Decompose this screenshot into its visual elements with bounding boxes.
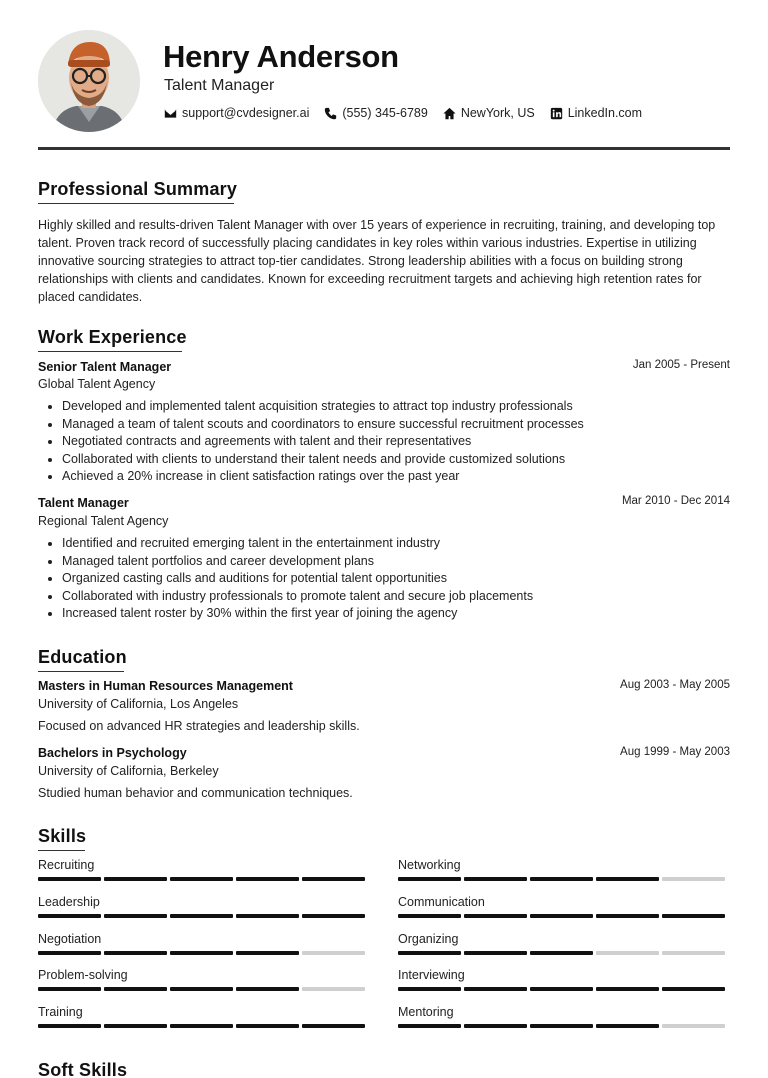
skill-level-segment [38, 1024, 101, 1028]
contact-row [164, 106, 657, 120]
job-dates: Mar 2010 - Dec 2014 [621, 495, 730, 507]
degree-title: Masters in Human Resources Management [38, 679, 293, 693]
header-divider [38, 147, 730, 150]
skill-level-segment [104, 877, 167, 881]
skill-name: Networking [398, 858, 461, 872]
list-item: Organized casting calls and auditions for potential talent opportunities [62, 570, 722, 588]
soft-skills-heading-text: Soft Skills [38, 1060, 128, 1078]
skill-level-segment [170, 951, 233, 955]
candidate-name: Henry Anderson [163, 39, 399, 74]
skill-name: Training [38, 1005, 83, 1020]
summary-text: Highly skilled and results-driven Talent Manager with over 15 years of experience in recruiting, training, and developing top talent. Proven track record of successfully placing candidates in key roles within various industries. Expertise in utilizing innovative sourcing strategies to attract top-tier candidates. Strong leadership abilities with a focus on building strong relationships with clients and candidates. Known for exceeding recruitment targets and achieving high retention rates for placed candidates. [38, 218, 716, 304]
contact-location [443, 106, 535, 120]
heading-underline [38, 671, 124, 672]
skill-level-segment [170, 877, 233, 881]
skill-level-segment [398, 877, 461, 881]
skill-level-bar [38, 1024, 369, 1028]
skill-level-segment [104, 1024, 167, 1028]
skill-level-segment [302, 914, 365, 918]
skill-level-segment [302, 951, 365, 955]
degree-dates: Aug 2003 - May 2005 [620, 679, 730, 691]
skill-level-bar [398, 987, 729, 991]
skill-level-segment [530, 877, 593, 881]
skill-item [398, 968, 729, 1000]
skill-level-segment [596, 951, 659, 955]
skill-level-segment [530, 987, 593, 991]
job-company: Global Talent Agency [38, 377, 156, 391]
skill-level-segment [236, 987, 299, 991]
profile-photo [38, 30, 140, 132]
contact-linkedin[interactable] [550, 106, 642, 120]
skill-name: Leadership [38, 894, 100, 909]
skill-name: Recruiting [38, 858, 95, 872]
skill-level-segment [596, 877, 659, 881]
skill-level-segment [662, 987, 725, 991]
skill-level-bar [38, 951, 369, 955]
skill-level-bar [398, 914, 729, 918]
skill-level-segment [662, 914, 725, 918]
heading-underline [38, 203, 234, 204]
skill-name: Communication [398, 894, 485, 909]
skill-level-segment [398, 951, 461, 955]
skill-item [38, 968, 369, 1000]
skills-heading-text: Skills [38, 826, 87, 846]
skill-level-bar [398, 877, 729, 881]
degree-title: Bachelors in Psychology [38, 746, 187, 760]
list-item: Managed a team of talent scouts and coordinators to ensure successful recruitment processes [62, 416, 722, 434]
avatar [38, 30, 140, 132]
skill-level-segment [464, 951, 527, 955]
section-soft-skills-heading [38, 1060, 127, 1078]
list-item: Identified and recruited emerging talent in the entertainment industry [62, 535, 722, 553]
skill-level-bar [398, 1024, 729, 1028]
skill-level-segment [236, 914, 299, 918]
skill-level-segment [530, 1024, 593, 1028]
heading-underline [38, 850, 85, 851]
skill-level-segment [170, 1024, 233, 1028]
email-text: support@cvdesigner.ai [182, 106, 310, 120]
list-item: Collaborated with clients to understand their talent needs and provide customized solutions [62, 451, 722, 469]
skill-level-segment [38, 914, 101, 918]
location-text: NewYork, US [460, 106, 535, 120]
skill-level-segment [662, 877, 725, 881]
job-title: Talent Manager [38, 496, 129, 510]
phone-icon [324, 107, 337, 120]
skill-item [38, 1005, 369, 1037]
home-icon [443, 107, 456, 120]
phone-text: (555) 345-6789 [342, 106, 428, 120]
education-heading-text: Education [38, 647, 127, 667]
skill-name: Problem-solving [38, 968, 128, 983]
envelope-icon [164, 107, 177, 120]
skill-level-segment [104, 951, 167, 955]
summary-heading-text: Professional Summary [38, 179, 238, 199]
degree-note: Focused on advanced HR strategies and leadership skills. [38, 719, 360, 733]
skill-item [38, 932, 369, 964]
skill-level-segment [170, 987, 233, 991]
school-name: University of California, Berkeley [38, 764, 219, 778]
list-item: Increased talent roster by 30% within the first year of joining the agency [62, 605, 722, 623]
skill-item [38, 858, 369, 890]
skill-level-segment [398, 1024, 461, 1028]
section-experience-heading [38, 327, 187, 352]
skill-level-bar [398, 951, 729, 955]
list-item: Negotiated contracts and agreements with talent and their representatives [62, 433, 722, 451]
job-bullets [62, 398, 722, 486]
skill-level-segment [104, 914, 167, 918]
skill-level-segment [302, 987, 365, 991]
skill-level-segment [38, 877, 101, 881]
section-skills-heading [38, 826, 86, 851]
list-item: Achieved a 20% increase in client satisfaction ratings over the past year [62, 468, 722, 486]
skill-level-segment [302, 877, 365, 881]
skill-level-segment [170, 914, 233, 918]
skill-name: Organizing [398, 931, 459, 946]
skill-level-bar [38, 877, 369, 881]
skill-level-bar [38, 914, 369, 918]
contact-email[interactable] [164, 106, 309, 120]
skill-level-bar [38, 987, 369, 991]
linkedin-icon [550, 107, 563, 120]
skill-level-segment [662, 951, 725, 955]
school-name: University of California, Los Angeles [38, 697, 239, 711]
skill-level-segment [530, 951, 593, 955]
skill-name: Negotiation [38, 931, 102, 946]
list-item: Developed and implemented talent acquisition strategies to attract top industry professionals [62, 398, 722, 416]
skill-level-segment [236, 1024, 299, 1028]
skill-level-segment [302, 1024, 365, 1028]
skill-level-segment [38, 951, 101, 955]
section-summary-heading [38, 179, 237, 204]
heading-underline [38, 351, 182, 352]
skill-level-segment [464, 1024, 527, 1028]
skill-name: Mentoring [398, 1005, 454, 1020]
skill-item [398, 1005, 729, 1037]
skill-level-segment [464, 987, 527, 991]
skill-level-segment [530, 914, 593, 918]
skill-name: Interviewing [398, 968, 465, 983]
degree-note: Studied human behavior and communication techniques. [38, 786, 353, 800]
skill-level-segment [596, 914, 659, 918]
skill-level-segment [38, 987, 101, 991]
skill-item [38, 895, 369, 927]
job-dates: Jan 2005 - Present [632, 359, 730, 371]
list-item: Managed talent portfolios and career development plans [62, 553, 722, 571]
section-education-heading [38, 647, 127, 672]
job-bullets [62, 535, 722, 623]
skill-level-segment [104, 987, 167, 991]
skill-item [398, 895, 729, 927]
skill-level-segment [596, 1024, 659, 1028]
skill-item [398, 932, 729, 964]
contact-phone[interactable] [324, 106, 427, 120]
skill-level-segment [596, 987, 659, 991]
list-item: Collaborated with industry professionals to promote talent and secure job placements [62, 588, 722, 606]
skill-level-segment [662, 1024, 725, 1028]
skill-level-segment [398, 987, 461, 991]
job-title: Senior Talent Manager [38, 360, 172, 374]
linkedin-text: LinkedIn.com [567, 106, 643, 120]
skill-level-segment [236, 877, 299, 881]
skill-level-segment [236, 951, 299, 955]
skill-item [398, 858, 729, 890]
skill-level-segment [464, 914, 527, 918]
job-company: Regional Talent Agency [38, 514, 169, 528]
degree-dates: Aug 1999 - May 2003 [620, 746, 730, 758]
skill-level-segment [398, 914, 461, 918]
candidate-title: Talent Manager [164, 77, 275, 94]
skill-level-segment [464, 877, 527, 881]
resume-header [38, 30, 730, 150]
experience-heading-text: Work Experience [38, 327, 187, 347]
